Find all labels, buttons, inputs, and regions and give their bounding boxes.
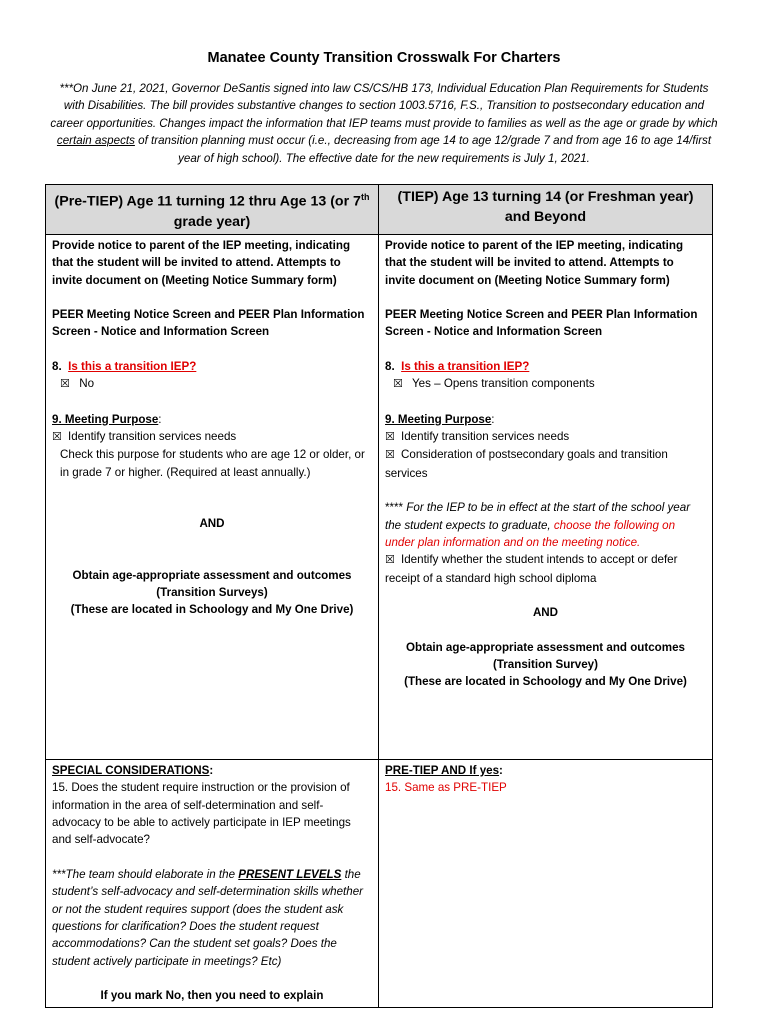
pre-tiep-yes-heading <box>385 762 706 779</box>
right-note-red: choose the following on under plan information and on the meeting notice. <box>385 518 676 550</box>
right-note-text: For the IEP to be in effect at the start of the school year the student expects to graduate, <box>385 501 691 532</box>
right-peer: PEER Meeting Notice Screen and PEER Plan Information Screen - Notice and Information Screen <box>385 307 698 339</box>
pre-tiep-yes-cell <box>379 759 713 1007</box>
tiep-cell <box>379 234 713 759</box>
special-considerations-heading <box>52 762 372 779</box>
right-q9-item-2: Consideration of postsecondary goals and transition services <box>385 448 668 480</box>
header-tiep: (TIEP) Age 13 turning 14 (or Freshman year) and Beyond <box>379 185 713 235</box>
right-q9 <box>385 411 706 428</box>
header-row <box>46 185 713 235</box>
right-assess-3: (These are located in Schoology and My One Drive) <box>404 675 687 689</box>
header-pre-tiep-text-b: grade year) <box>173 213 251 230</box>
checkbox-icon: ☒ <box>52 430 62 443</box>
right-notice: Provide notice to parent of the IEP meeting, indicating that the student will be invited to attend. Attempts to invite document on (Meeting Notice Summary form) <box>385 238 684 287</box>
left-q8-num: 8. <box>52 359 62 373</box>
right-q9-item-1: Identify transition services needs <box>401 429 570 443</box>
left-peer: PEER Meeting Notice Screen and PEER Plan Information Screen - Notice and Information Screen <box>52 307 365 339</box>
special-heading-colon: : <box>209 763 214 777</box>
right-assess-2: (Transition Survey) <box>492 658 598 672</box>
right-diploma: Identify whether the student intends to accept or defer receipt of a standard high school diploma <box>385 553 678 585</box>
note-text-a: ***The team should elaborate in the <box>52 867 239 881</box>
right-q9-label: 9. Meeting Purpose <box>385 412 492 426</box>
checkbox-icon: ☒ <box>385 449 395 462</box>
present-levels-link: PRESENT LEVELS <box>238 867 342 881</box>
right-diploma-row <box>385 551 706 587</box>
right-q9-colon: : <box>491 412 495 426</box>
present-levels-note <box>52 866 372 970</box>
right-q9-item-2-row <box>385 446 706 482</box>
checkbox-icon: ☒ <box>385 554 395 567</box>
note-text-b: the student’s self-advocacy and self-determination skills whether or not the student requires support (does the student ask questions for clarification? Does the student request accommodations? Can the student set goals? Does the student actively participate in meetings? Etc) <box>52 867 364 968</box>
explain-note: If you mark No, then you need to explain <box>100 989 324 1003</box>
left-q8 <box>52 358 372 375</box>
special-q15: 15. Does the student require instruction or the provision of information in the area of self-determination and self-advocacy to be able to actively participate in IEP meetings and self-advocate? <box>52 781 351 847</box>
pre-tiep-cell <box>46 234 379 759</box>
right-q8-answer-row <box>385 375 706 393</box>
checkbox-icon: ☒ <box>393 378 403 391</box>
left-and: AND <box>199 517 225 531</box>
left-q9-colon: : <box>158 412 162 426</box>
left-assess-3: (These are located in Schoology and My One Drive) <box>70 603 354 617</box>
right-q8 <box>385 358 706 375</box>
right-q8-answer: Yes – Opens transition components <box>412 377 595 391</box>
intro-underlined: certain aspects <box>56 134 135 148</box>
right-note-stars: **** <box>385 501 404 515</box>
left-q8-answer-row <box>52 375 372 393</box>
intro-text-1: ***On June 21, 2021, Governor DeSantis signed into law CS/CS/HB 173, Individual Education Plan Requirements for Students with Disabilities. The bill provides substantive changes to section 1003.5716, F.S., Transition to postsecondary education and career opportunities. Changes impact the information that IEP teams must provide to families as well as the age or grade by which <box>50 82 718 130</box>
left-q9-item-row <box>52 428 372 446</box>
left-q8-answer: No <box>79 377 95 391</box>
header-pre-tiep-sup: th <box>360 192 370 202</box>
right-q8-num: 8. <box>385 359 395 373</box>
main-row <box>46 234 713 759</box>
right-and: AND <box>532 606 559 620</box>
left-q8-label: Is this a transition IEP? <box>68 359 197 373</box>
left-assess-1: Obtain age-appropriate assessment and outcomes <box>72 568 352 582</box>
crosswalk-table <box>45 184 713 1008</box>
special-considerations-cell <box>46 759 379 1007</box>
pre-tiep-heading-text: PRE-TIEP AND If yes <box>385 763 500 777</box>
left-q9-note: Check this purpose for students who are age 12 or older, or in grade 7 or higher. (Required at least annually.) <box>60 448 365 479</box>
special-considerations-row <box>46 759 713 1007</box>
right-q9-item-1-row <box>385 428 706 446</box>
header-pre-tiep-text: (Pre-TIEP) Age 11 turning 12 thru Age 13 (or 7 <box>54 193 361 210</box>
left-notice: Provide notice to parent of the IEP meeting, indicating that the student will be invited to attend. Attempts to invite document on (Meeting Notice Summary form) <box>52 238 351 287</box>
pre-tiep-heading-colon: : <box>499 763 503 777</box>
intro-text-2: of transition planning must occur (i.e., decreasing from age 14 to age 12/grade 7 and from age 16 to age 14/first year of high school). The effective date for the new requirements is July 1, 2021. <box>134 134 712 165</box>
right-assess-1: Obtain age-appropriate assessment and outcomes <box>406 640 685 654</box>
right-q8-label: Is this a transition IEP? <box>401 359 530 373</box>
left-assess-2: (Transition Surveys) <box>156 586 268 600</box>
same-as-pre-tiep: 15. Same as PRE-TIEP <box>385 781 507 795</box>
header-pre-tiep <box>46 185 379 235</box>
special-heading-text: SPECIAL CONSIDERATIONS <box>52 763 210 777</box>
left-q9-item: Identify transition services needs <box>68 429 237 443</box>
checkbox-icon: ☒ <box>60 378 70 391</box>
checkbox-icon: ☒ <box>385 430 395 443</box>
left-q9-label: 9. Meeting Purpose <box>52 412 159 426</box>
right-graduation-note <box>385 499 706 551</box>
intro-paragraph <box>48 80 720 167</box>
left-q9 <box>52 411 372 428</box>
document-title: Manatee County Transition Crosswalk For Charters <box>207 50 561 66</box>
